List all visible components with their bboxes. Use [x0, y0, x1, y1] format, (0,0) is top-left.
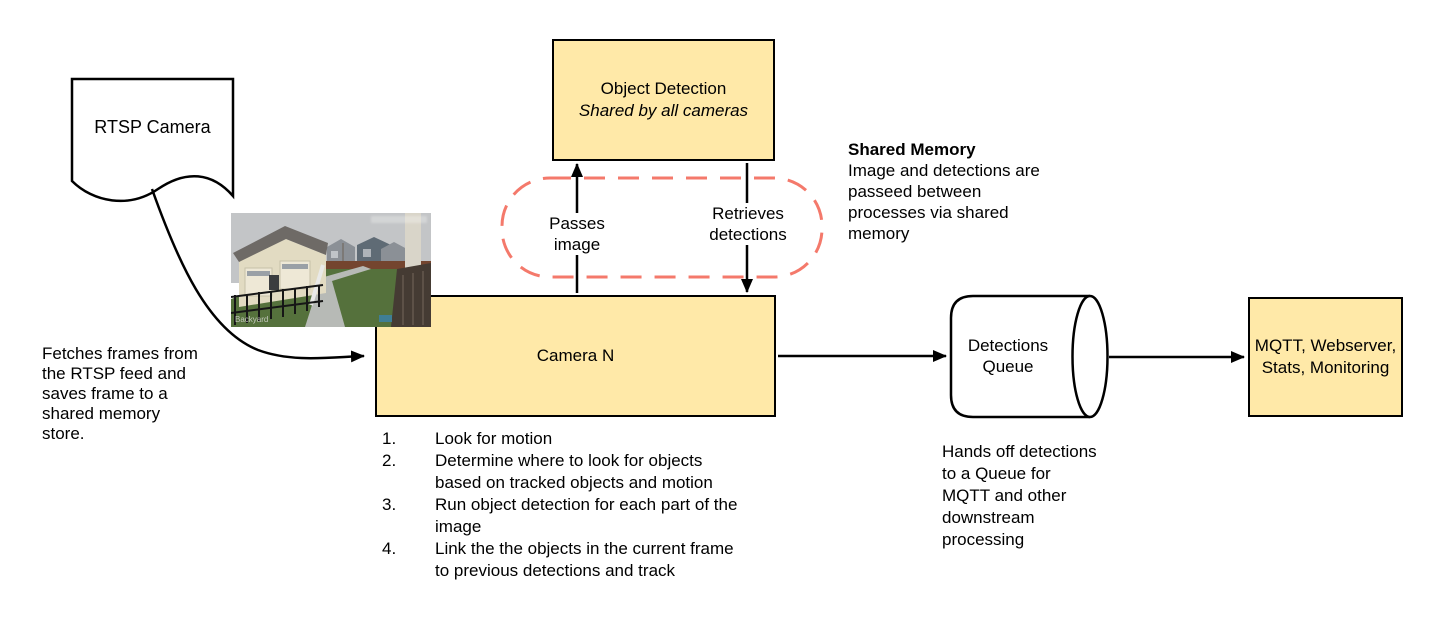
fetches-frames-annotation: Fetches frames from the RTSP feed and saves frame to a shared memory store. — [42, 344, 198, 443]
list-item: 1. Look for motion — [382, 429, 553, 448]
mqtt-webserver-label: MQTT, Webserver, Stats, Monitoring — [1254, 336, 1397, 377]
snapshot-camera-name-overlay: Backyard — [235, 315, 269, 324]
object-detection-node — [552, 39, 775, 161]
snapshot-timestamp-overlay — [371, 216, 427, 223]
camera-n-label: Camera N — [536, 346, 615, 365]
shared-memory-annotation: Shared Memory Image and detections are passeed between processes via shared memory — [848, 139, 1073, 244]
mqtt-webserver-node — [1248, 297, 1403, 417]
list-item: 3. Run object detection for each part of the image — [382, 495, 738, 536]
detections-queue-end-cap — [1073, 296, 1108, 417]
rtsp-camera-label: RTSP Camera — [94, 117, 211, 137]
list-item: 4. Link the the objects in the current frame to previous detections and track — [382, 539, 734, 580]
camera-steps-list — [382, 428, 742, 582]
rtsp-camera-document-shape — [72, 79, 233, 201]
step-number: 2. — [382, 451, 397, 470]
shared-memory-title: Shared Memory — [848, 140, 976, 159]
camera-n-node — [375, 295, 776, 417]
detections-queue-label: Detections Queue — [967, 336, 1049, 376]
list-item: 2. Determine where to look for objects based on tracked objects and motion — [382, 451, 713, 492]
passes-image-edge-label: Passes image — [540, 213, 614, 255]
snapshot-teal-object — [379, 315, 392, 322]
step-number: 1. — [382, 429, 397, 448]
retrieves-detections-edge-label: Retrieves detections — [698, 203, 798, 245]
object-detection-title: Object Detection — [600, 79, 727, 98]
object-detection-subtitle: Shared by all cameras — [578, 101, 749, 120]
camera-snapshot-scene — [231, 213, 431, 327]
step-number: 3. — [382, 495, 397, 514]
hands-off-annotation: Hands off detections to a Queue for MQTT and other downstream processing — [942, 442, 1097, 549]
step-number: 4. — [382, 539, 397, 558]
camera-snapshot — [231, 213, 431, 327]
